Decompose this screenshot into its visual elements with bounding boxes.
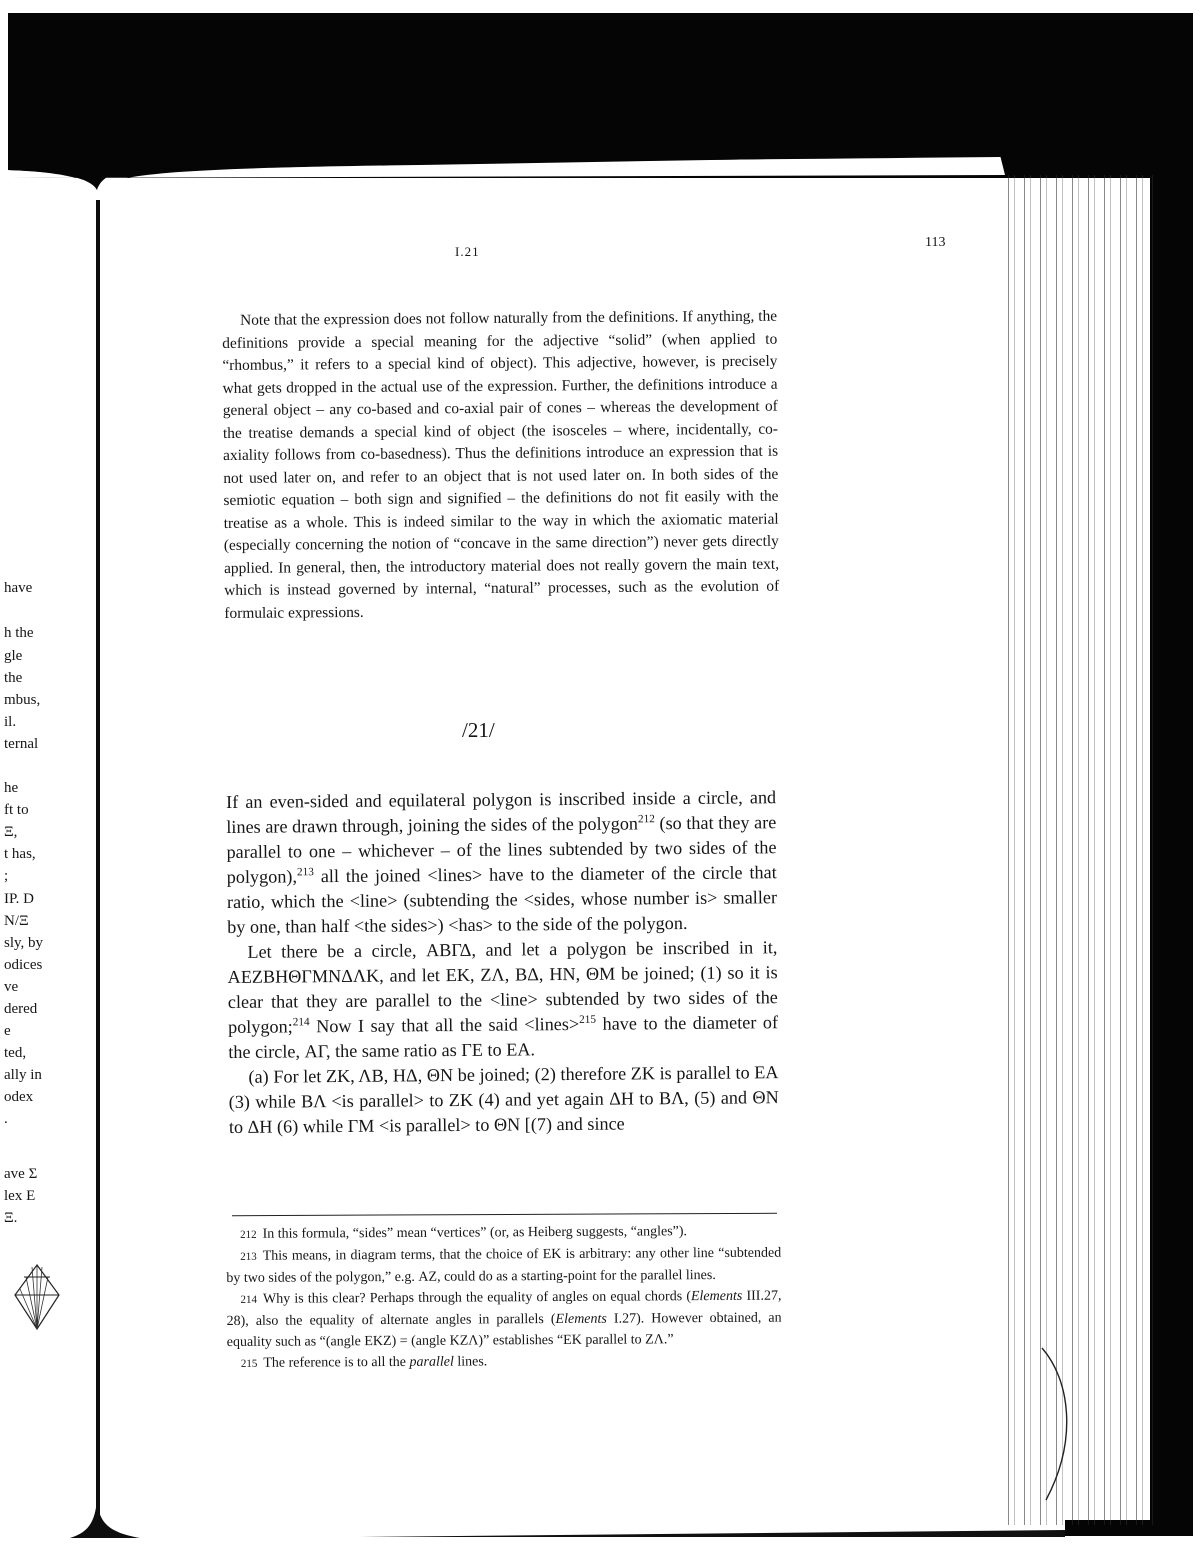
previous-page-line: ted, bbox=[4, 1045, 27, 1061]
page-number: 113 bbox=[925, 235, 946, 250]
setting-out bbox=[227, 935, 778, 1065]
footnotes bbox=[226, 1221, 782, 1375]
previous-page-line: odices bbox=[4, 957, 43, 973]
enunciation-text: (so that they are parallel to one – whichever – of the lines subtended by two sides of the polygon), bbox=[226, 812, 777, 887]
running-head: I.21 bbox=[455, 244, 480, 259]
page-edges-stack bbox=[1005, 175, 1153, 1525]
footnote-215 bbox=[227, 1350, 782, 1375]
previous-page-line: h the bbox=[4, 625, 34, 641]
footnote-ref[interactable]: 214 bbox=[292, 1016, 310, 1029]
previous-page-line: gle bbox=[4, 648, 23, 664]
previous-page-line: mbus, bbox=[4, 692, 41, 708]
previous-page-line: IP. D bbox=[4, 891, 35, 907]
previous-page-line: ve bbox=[4, 979, 19, 995]
setting-out-text: Let there be a circle, ΑΒΓΔ, and let a polygon be inscribed in it, ΑΕΖΒΗΘΓΜΝΔΛΚ, and let ΕΚ, ΖΛ, ΒΔ, ΗΝ, ΘΜ be joined; (1) so it is clear that they are parallel to the <line> subtended by two sides of the polygon; bbox=[227, 937, 778, 1037]
footnote-number: 214 bbox=[240, 1293, 258, 1306]
enunciation-text: all the joined <lines> have to the diameter of the circle that ratio, which the <line> (subtending the <sides, whose number is> smaller by one, than half <the sides>) <has> to the side of the polygon. bbox=[226, 862, 778, 937]
footnote-italic: parallel bbox=[409, 1354, 454, 1370]
footnote-text: I.27). However obtained, an equality such as “(angle ΕΚΖ) = (angle ΚΖΛ)” establishes “ΕΚ parallel to ΖΛ.” bbox=[226, 1310, 782, 1350]
commentary-paragraph: Note that the expression does not follow naturally from the definitions. If anything, the definitions provide a special meaning for the adjective “solid” (when applied to “rhombus,” it refers to a special kind of object). This adjective, however, is precisely what gets dropped in the actual use of the expression. Further, the definitions introduce a general object – any co-based and co-axial pair of cones – whereas the development of the treatise demands a special kind of object (the isosceles – where, incidentally, co-axiality follows from co-basedness). Thus the definitions introduce an expression that is not used later on, and refer to an object that is not used later on. In both sides of the semiotic equation – both sign and signified – the definitions do not fit easily with the treatise as a whole. This is indeed similar to the way in which the axiomatic material (especially concerning the notion of “concave in the same direction”) never gets directly applied. In general, then, the introductory material does not really govern the main text, which is instead governed by internal, “natural” processes, such as the evolution of formulaic expressions. bbox=[222, 307, 780, 622]
footnote-ref[interactable]: 215 bbox=[579, 1013, 597, 1026]
previous-page-line: . bbox=[4, 1111, 8, 1127]
footnote-ref[interactable]: 212 bbox=[637, 813, 655, 826]
rhombus-diagram-icon bbox=[12, 1262, 62, 1332]
previous-page-line: dered bbox=[4, 1001, 38, 1017]
footnote-213 bbox=[226, 1243, 781, 1289]
previous-page-line: ft to bbox=[4, 802, 29, 818]
setting-out-text: have to the diameter of the circle, ΑΓ, the same ratio as ΓΕ to ΕΑ. bbox=[228, 1012, 779, 1062]
previous-page-line: ternal bbox=[4, 736, 39, 752]
footnote-214 bbox=[226, 1286, 781, 1353]
previous-page-line: t has, bbox=[4, 846, 36, 862]
footnote-ref[interactable]: 213 bbox=[296, 866, 314, 879]
proposition-translation bbox=[226, 785, 779, 1140]
previous-page-line: odex bbox=[4, 1089, 34, 1105]
footnote-text: This means, in diagram terms, that the choice of ΕΚ is arbitrary: any other line “subtended by two sides of the polygon,” e.g. ΑΖ, could do as a starting-point for the parallel lines. bbox=[226, 1245, 782, 1286]
footnote-italic: Elements bbox=[555, 1311, 607, 1327]
footnote-number: 215 bbox=[240, 1357, 258, 1370]
footnote-text: The reference is to all the bbox=[263, 1354, 410, 1371]
previous-page-line: ; bbox=[4, 868, 9, 884]
book-gutter-line bbox=[96, 200, 100, 1520]
previous-page-line: Ξ, bbox=[4, 824, 18, 840]
previous-page-line: Ξ. bbox=[4, 1210, 18, 1226]
previous-page-line: N/Ξ bbox=[4, 913, 29, 929]
footnote-text: In this formula, “sides” mean “vertices” (or, as Heiberg suggests, “angles”). bbox=[262, 1224, 688, 1242]
enunciation-text: If an even-sided and equilateral polygon is inscribed inside a circle, and lines are drawn through, joining the sides of the polygon bbox=[226, 787, 777, 837]
enunciation bbox=[226, 785, 777, 940]
setting-out-text: Now I say that all the said <lines> bbox=[309, 1013, 580, 1037]
footnote-text: III.27, 28), also the equality of alternate angles in parallels ( bbox=[226, 1288, 782, 1329]
previous-page-line: sly, by bbox=[4, 935, 44, 951]
diagram-bleed-arc bbox=[1040, 1340, 1080, 1510]
footnote-text: lines. bbox=[453, 1354, 488, 1370]
commentary-section bbox=[222, 306, 779, 625]
footnote-number: 213 bbox=[240, 1250, 257, 1263]
previous-page-line: il. bbox=[4, 714, 17, 730]
previous-page-line: he bbox=[4, 780, 19, 796]
proposition-number: /21/ bbox=[462, 718, 495, 742]
proof-step-a: (a) For let ΖΚ, ΛΒ, ΗΔ, ΘΝ be joined; (2) therefore ΖΚ is parallel to ΕΑ (3) while ΒΛ <is parallel> to ΖΚ (4) and yet again ΔΗ to ΒΛ, (5) and ΘΝ to ΔΗ (6) while ΓΜ <is parallel> to ΘΝ [(7) and since bbox=[228, 1062, 779, 1137]
footnote-text: Why is this clear? Perhaps through the equality of angles on equal chords ( bbox=[262, 1289, 692, 1307]
previous-page-line: lex Ε bbox=[4, 1188, 36, 1204]
previous-page-line: have bbox=[4, 580, 33, 596]
previous-page-line: e bbox=[4, 1023, 11, 1039]
footnote-italic: Elements bbox=[690, 1288, 743, 1305]
footnote-number: 212 bbox=[240, 1228, 257, 1241]
previous-page-line: the bbox=[4, 670, 23, 686]
previous-page-line: ally in bbox=[4, 1067, 42, 1083]
previous-page-line: ave Σ bbox=[4, 1166, 38, 1182]
